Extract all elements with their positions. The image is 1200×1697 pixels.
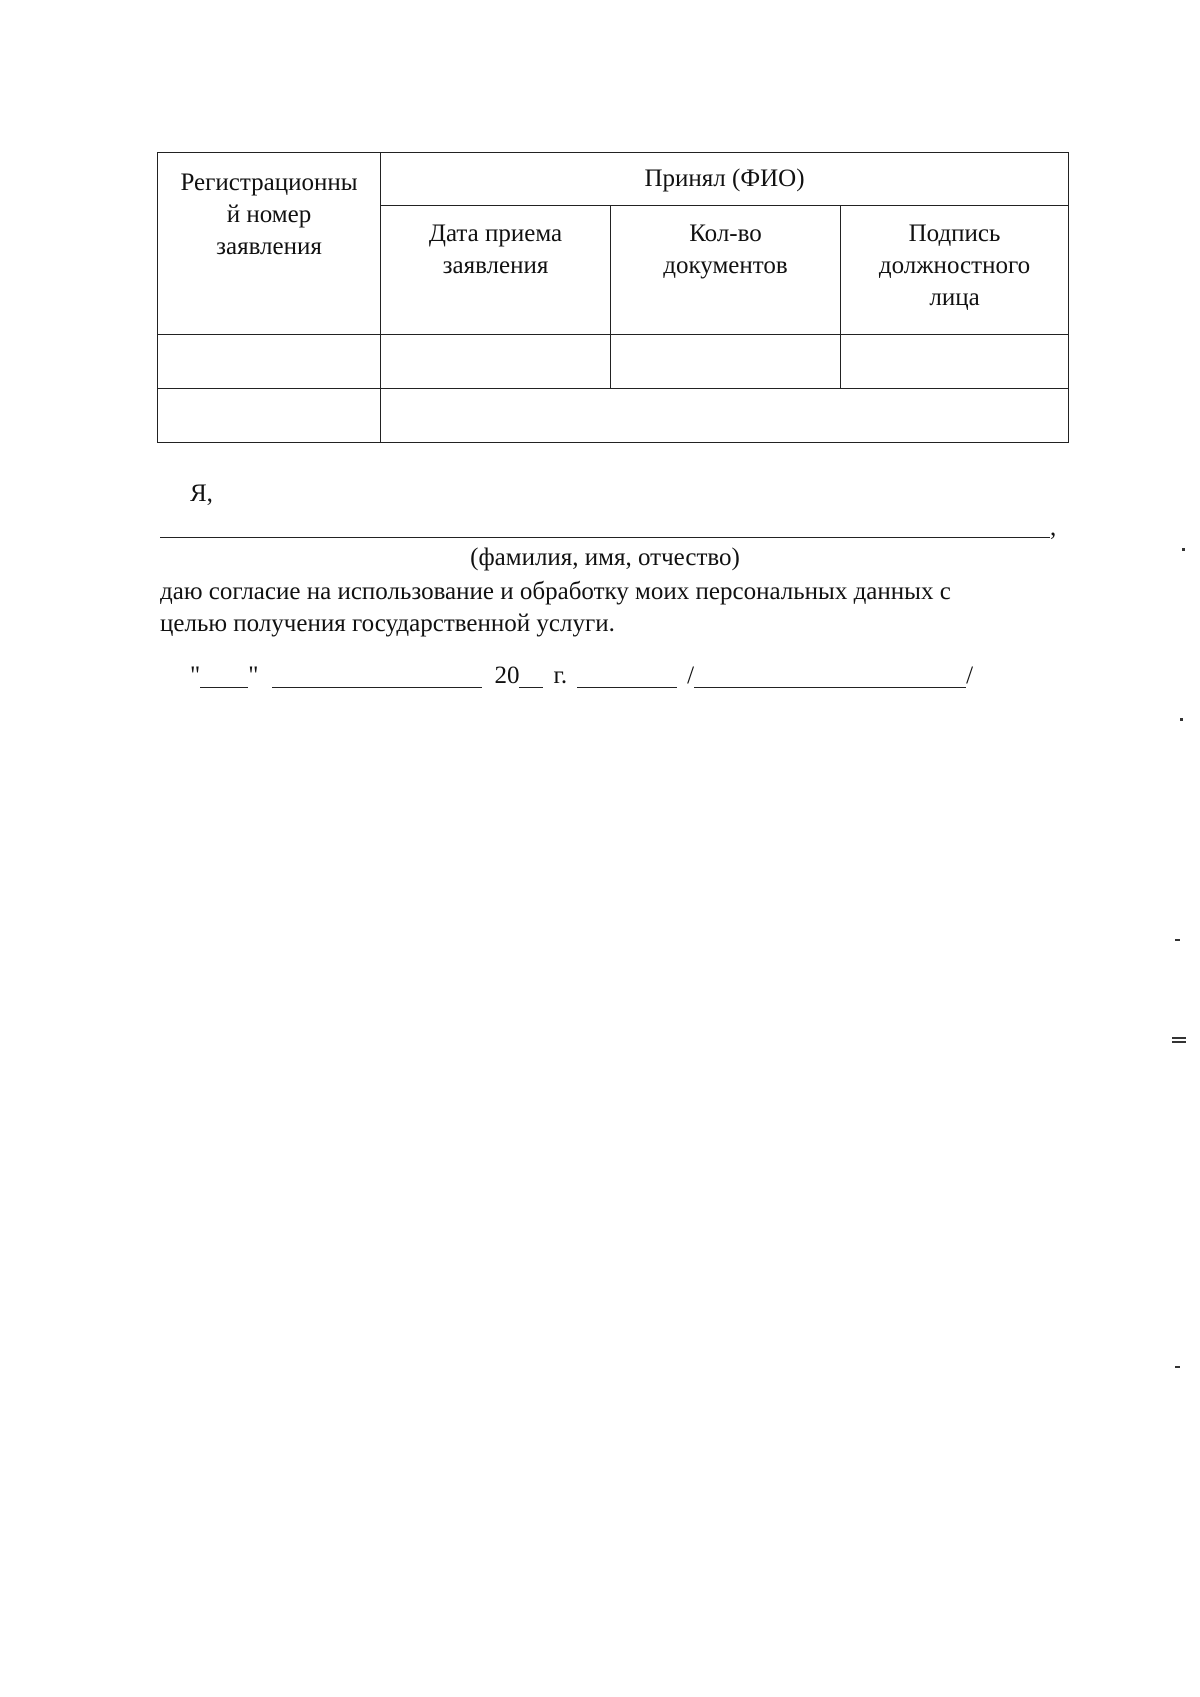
date-header <box>381 206 611 335</box>
reg-number-line-3: заявления <box>216 233 322 260</box>
reg-number-cell[interactable] <box>158 389 381 443</box>
table-row <box>158 335 1069 389</box>
signature-name-blank[interactable] <box>694 661 966 688</box>
scan-speck <box>1182 548 1185 551</box>
name-line-comma: , <box>1050 514 1057 541</box>
consent-text-line-2: целью получения государственной услуги. <box>160 610 615 637</box>
count-header-line-2: документов <box>663 252 788 279</box>
count-cell[interactable] <box>611 335 841 389</box>
count-header-line-1: Кол-во <box>689 220 762 247</box>
date-header-line-2: заявления <box>442 252 549 279</box>
date-signature-line <box>190 660 973 692</box>
scan-speck <box>1175 939 1180 941</box>
consent-text-line-1: даю согласие на использование и обработку моих персональных данных с <box>160 578 951 605</box>
signature-header <box>841 206 1069 335</box>
date-cell[interactable] <box>381 335 611 389</box>
year-prefix: 20 <box>494 662 520 689</box>
scan-speck <box>1175 1366 1180 1368</box>
signature-blank[interactable] <box>577 661 677 688</box>
reg-number-line-1: Регистрационны <box>180 169 358 196</box>
signature-header-line-2: должностного <box>878 252 1031 279</box>
full-name-hint: (фамилия, имя, отчество) <box>470 544 740 571</box>
day-blank[interactable] <box>200 661 248 688</box>
slash-open: / <box>687 662 695 689</box>
pronoun-text: Я, <box>190 480 213 507</box>
quote-open: " <box>190 662 201 689</box>
quote-close: " <box>248 662 259 689</box>
year-blank[interactable] <box>519 661 543 688</box>
scan-speck <box>1172 1037 1186 1039</box>
date-header-line-1: Дата приема <box>428 220 563 247</box>
slash-close: / <box>966 662 974 689</box>
count-header <box>611 206 841 335</box>
scan-speck <box>1180 718 1183 721</box>
registration-table <box>157 152 1069 443</box>
reg-number-cell[interactable] <box>158 335 381 389</box>
accepted-by-header: Принял (ФИО) <box>381 153 1069 206</box>
accepted-by-cell[interactable] <box>381 389 1069 443</box>
scan-speck <box>1172 1041 1186 1043</box>
year-suffix: г. <box>553 662 568 689</box>
reg-number-line-2: й номер <box>226 201 312 228</box>
signature-header-line-3: лица <box>929 284 980 311</box>
signature-cell[interactable] <box>841 335 1069 389</box>
full-name-blank-line[interactable] <box>160 537 1050 538</box>
month-blank[interactable] <box>272 661 482 688</box>
signature-header-line-1: Подпись <box>908 220 1001 247</box>
table-row <box>158 389 1069 443</box>
reg-number-header <box>158 153 381 335</box>
